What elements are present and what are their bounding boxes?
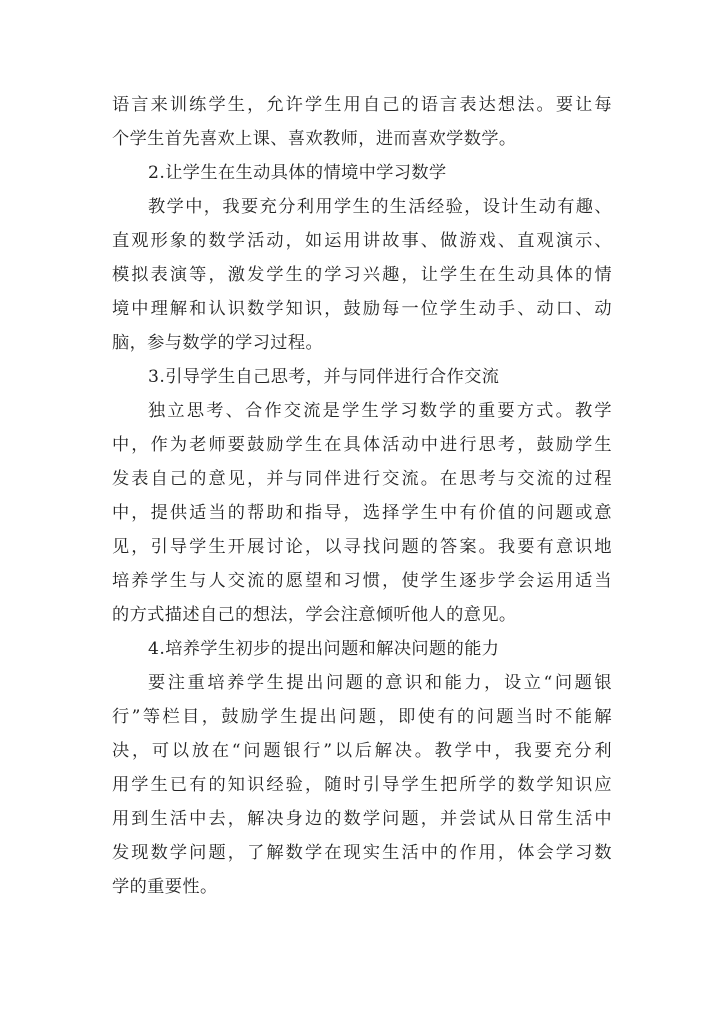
text-line: 用学生已有的知识经验，随时引导学生把所学的数学知识应 xyxy=(112,775,612,795)
text-line: 学的重要性。 xyxy=(112,877,218,897)
body-text xyxy=(112,88,612,904)
section-heading-3: 3.引导学生自己思考，并与同伴进行合作交流 xyxy=(148,367,500,387)
text-line: 教学中，我要充分利用学生的生活经验，设计生动有趣、 xyxy=(148,197,612,217)
text-line: 行”等栏目，鼓励学生提出问题，即使有的问题当时不能解 xyxy=(112,707,612,727)
text-line: 中，作为老师要鼓励学生在具体活动中进行思考，鼓励学生 xyxy=(112,435,612,455)
section-heading-4: 4.培养学生初步的提出问题和解决问题的能力 xyxy=(148,639,500,659)
text-line: 脑，参与数学的学习过程。 xyxy=(112,333,324,353)
text-line: 要注重培养学生提出问题的意识和能力，设立“问题银 xyxy=(148,673,612,693)
text-line: 发表自己的意见，并与同伴进行交流。在思考与交流的过程 xyxy=(112,469,612,489)
text-line: 见，引导学生开展讨论，以寻找问题的答案。我要有意识地 xyxy=(112,537,612,557)
text-line: 发现数学问题，了解数学在现实生活中的作用，体会学习数 xyxy=(112,843,612,863)
text-line: 决，可以放在“问题银行”以后解决。教学中，我要充分利 xyxy=(112,741,612,761)
text-line: 语言来训练学生，允许学生用自己的语言表达想法。要让每 xyxy=(112,95,612,115)
text-line: 个学生首先喜欢上课、喜欢教师，进而喜欢学数学。 xyxy=(112,129,517,149)
section-heading-2: 2.让学生在生动具体的情境中学习数学 xyxy=(148,163,447,183)
text-line: 中，提供适当的帮助和指导，选择学生中有价值的问题或意 xyxy=(112,503,612,523)
text-line: 用到生活中去，解决身边的数学问题，并尝试从日常生活中 xyxy=(112,809,612,829)
text-line: 直观形象的数学活动，如运用讲故事、做游戏、直观演示、 xyxy=(112,231,612,251)
text-line: 境中理解和认识数学知识，鼓励每一位学生动手、动口、动 xyxy=(112,299,612,319)
text-line: 独立思考、合作交流是学生学习数学的重要方式。教学 xyxy=(148,401,612,421)
text-line: 模拟表演等，激发学生的学习兴趣，让学生在生动具体的情 xyxy=(112,265,612,285)
text-line: 的方式描述自己的想法，学会注意倾听他人的意见。 xyxy=(112,605,517,625)
text-line: 培养学生与人交流的愿望和习惯，使学生逐步学会运用适当 xyxy=(112,571,612,591)
